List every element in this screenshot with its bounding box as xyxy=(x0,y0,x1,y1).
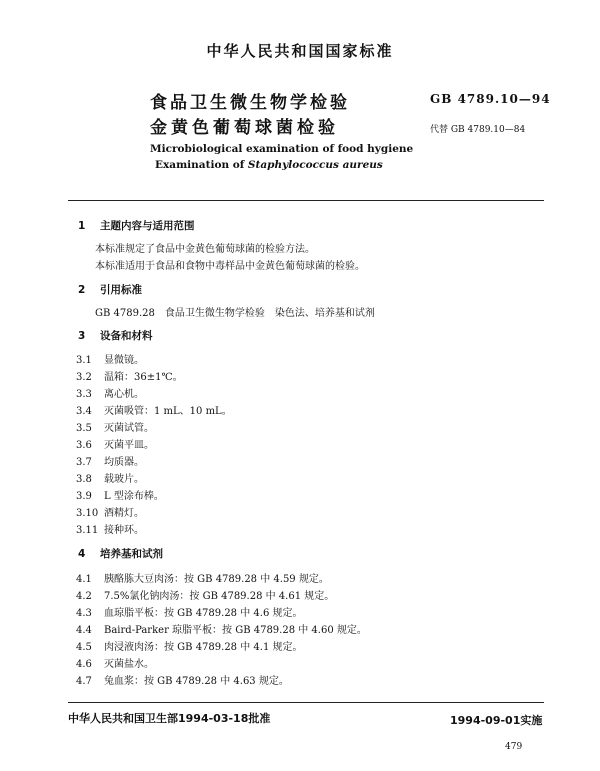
list-item-4-1 xyxy=(76,570,329,585)
item-text: 灭菌吸管：1 mL、10 mL。 xyxy=(104,406,232,417)
item-number: 3.4 xyxy=(76,406,92,417)
title-english-line1: Microbiological examination of food hygiene xyxy=(150,143,414,155)
item-text: 灭菌平皿。 xyxy=(104,440,154,451)
implementation-date: 1994-09-01实施 xyxy=(450,714,543,727)
approval-line: 中华人民共和国卫生部1994-03-18批准 xyxy=(68,712,271,725)
list-item-4-4 xyxy=(76,621,367,636)
page-number: 479 xyxy=(505,742,523,752)
list-item-4-7 xyxy=(76,672,289,687)
item-number: 4.3 xyxy=(76,608,92,619)
list-item-3-2 xyxy=(76,368,183,383)
list-item-3-3 xyxy=(76,385,144,400)
item-number: 3.11 xyxy=(76,525,99,536)
section-2-heading xyxy=(78,282,142,297)
item-text: 显微镜。 xyxy=(104,355,144,366)
section-1-paragraph-2: 本标准适用于食品和食物中毒样品中金黄色葡萄球菌的检验。 xyxy=(95,261,365,272)
item-number: 3.7 xyxy=(76,457,92,468)
section-4-title: 培养基和试剂 xyxy=(100,548,163,560)
item-text: 载玻片。 xyxy=(104,474,144,485)
item-number: 3.1 xyxy=(76,355,92,366)
item-number: 4.7 xyxy=(76,676,92,687)
item-text: 接种环。 xyxy=(104,525,144,536)
item-number: 4.4 xyxy=(76,625,92,636)
item-number: 3.9 xyxy=(76,491,92,502)
national-standard-header: 中华人民共和国国家标准 xyxy=(206,42,394,60)
section-4-number: 4 xyxy=(78,548,86,560)
item-number: 3.3 xyxy=(76,389,92,400)
item-number: 3.5 xyxy=(76,423,92,434)
item-number: 3.6 xyxy=(76,440,92,451)
section-3-heading xyxy=(78,328,153,343)
item-text: 温箱：36±1℃。 xyxy=(104,372,183,383)
section-4-heading xyxy=(78,546,163,561)
title-english-prefix: Examination of xyxy=(155,159,248,171)
title-english-species: Staphylococcus aureus xyxy=(247,159,383,171)
item-number: 4.2 xyxy=(76,591,92,602)
item-number: 4.5 xyxy=(76,642,92,653)
item-number: 3.8 xyxy=(76,474,92,485)
list-item-4-6 xyxy=(76,655,154,670)
item-text: 离心机。 xyxy=(104,389,144,400)
title-chinese-line1: 食品卫生微生物学检验 xyxy=(150,93,350,113)
title-chinese-line2: 金黄色葡萄球菌检验 xyxy=(150,118,339,138)
replaces-standard: 代替 GB 4789.10—84 xyxy=(430,125,526,135)
item-text: Baird-Parker 琼脂平板：按 GB 4789.28 中 4.60 规定。 xyxy=(104,625,367,636)
top-divider xyxy=(68,200,544,201)
list-item-4-2 xyxy=(76,587,334,602)
section-2-title: 引用标准 xyxy=(100,284,142,296)
item-text: 兔血浆：按 GB 4789.28 中 4.63 规定。 xyxy=(104,676,289,687)
title-english-line2 xyxy=(155,159,383,171)
section-1-title: 主题内容与适用范围 xyxy=(100,220,195,232)
list-item-3-11 xyxy=(76,521,144,536)
list-item-3-6 xyxy=(76,436,154,451)
standard-number: GB 4789.10—94 xyxy=(430,92,551,106)
list-item-3-1 xyxy=(76,351,144,366)
list-item-4-5 xyxy=(76,638,303,653)
footer-divider xyxy=(68,702,544,703)
item-text: 灭菌盐水。 xyxy=(104,659,154,670)
item-text: 肉浸液肉汤：按 GB 4789.28 中 4.1 规定。 xyxy=(104,642,303,653)
section-1-number: 1 xyxy=(78,220,86,232)
list-item-3-8 xyxy=(76,470,144,485)
list-item-3-7 xyxy=(76,453,144,468)
item-number: 4.1 xyxy=(76,574,92,585)
section-1-heading xyxy=(78,218,195,233)
section-3-title: 设备和材料 xyxy=(100,330,153,342)
list-item-3-5 xyxy=(76,419,154,434)
list-item-3-4 xyxy=(76,402,232,417)
item-text: 酒精灯。 xyxy=(104,508,144,519)
section-2-number: 2 xyxy=(78,284,86,296)
section-3-number: 3 xyxy=(78,330,86,342)
item-number: 3.2 xyxy=(76,372,92,383)
section-2-reference: GB 4789.28 食品卫生微生物学检验 染色法、培养基和试剂 xyxy=(95,308,375,319)
item-text: 7.5%氯化钠肉汤：按 GB 4789.28 中 4.61 规定。 xyxy=(104,591,335,602)
item-text: L 型涂布棒。 xyxy=(104,491,164,502)
item-text: 血琼脂平板：按 GB 4789.28 中 4.6 规定。 xyxy=(104,608,303,619)
item-number: 4.6 xyxy=(76,659,92,670)
section-1-paragraph-1: 本标准规定了食品中金黄色葡萄球菌的检验方法。 xyxy=(95,244,315,255)
item-text: 灭菌试管。 xyxy=(104,423,154,434)
list-item-4-3 xyxy=(76,604,303,619)
item-text: 均质器。 xyxy=(104,457,144,468)
item-number: 3.10 xyxy=(76,508,99,519)
list-item-3-10 xyxy=(76,504,144,519)
item-text: 胰酪胨大豆肉汤：按 GB 4789.28 中 4.59 规定。 xyxy=(104,574,329,585)
list-item-3-9 xyxy=(76,487,164,502)
